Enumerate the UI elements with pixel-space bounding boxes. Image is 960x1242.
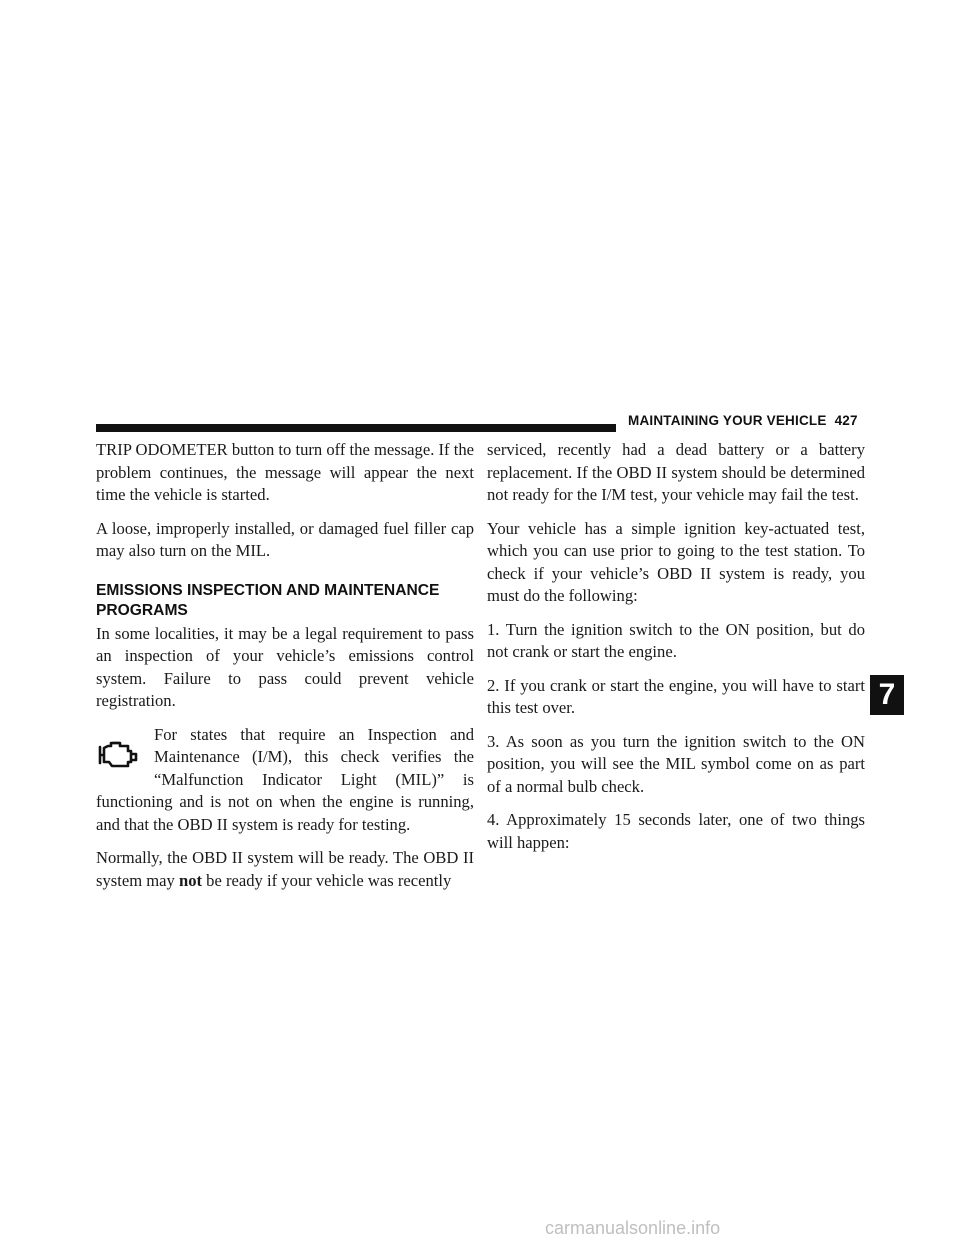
paragraph: A loose, improperly installed, or damaged fuel filler cap may also turn on the MIL. bbox=[96, 518, 474, 560]
paragraph: TRIP ODOMETER button to turn off the message. If the problem continues, the message will appear the next time the vehicle is started. bbox=[96, 440, 474, 504]
list-item: 2. If you crank or start the engine, you will have to start this test over. bbox=[487, 675, 865, 717]
text-run: Normally, the OBD II system will be ready. The OBD II system may bbox=[96, 848, 474, 890]
list-item: 3. As soon as you turn the ignition switch to the ON position, you will see the MIL symbol come on as part of a normal bulb check. bbox=[487, 731, 865, 796]
section-heading: EMISSIONS INSPECTION AND MAINTENANCE PROGRAMS bbox=[96, 581, 440, 619]
page-number: 427 bbox=[834, 413, 858, 428]
icon-paragraph bbox=[96, 724, 474, 837]
paragraph: In some localities, it may be a legal requirement to pass an inspection of your vehicle’s emissions control system. Failure to pass could prevent vehicle registration. bbox=[96, 623, 474, 710]
emphasis-not: not bbox=[178, 870, 203, 890]
left-column bbox=[96, 439, 474, 903]
check-engine-icon bbox=[98, 738, 138, 768]
paragraph: serviced, recently had a dead battery or a battery replacement. If the OBD II system should be determined not ready for the I/M test, your vehicle may fail the test. bbox=[487, 440, 865, 504]
text-run: be ready if your vehicle was recently bbox=[202, 870, 452, 890]
right-column bbox=[487, 439, 865, 865]
paragraph bbox=[96, 847, 474, 892]
list-item: 1. Turn the ignition switch to the ON position, but do not crank or start the engine. bbox=[487, 619, 865, 661]
paragraph: For states that require an Inspection and Maintenance (I/M), this check verifies the “Malfunction Indicator Light (MIL)” is functioning and is not on when the engine is running, and that the OBD II system is ready for testing. bbox=[96, 724, 474, 834]
list-item: 4. Approximately 15 seconds later, one of two things will happen: bbox=[487, 810, 865, 852]
chapter-tab: 7 bbox=[870, 675, 904, 715]
running-header bbox=[628, 413, 858, 428]
watermark: carmanualsonline.info bbox=[545, 1218, 721, 1238]
paragraph: Your vehicle has a simple ignition key-actuated test, which you can use prior to going to the test station. To check if your vehicle’s OBD II system is ready, you must do the following: bbox=[487, 518, 865, 605]
header-title: MAINTAINING YOUR VEHICLE bbox=[628, 413, 827, 428]
header-rule bbox=[96, 424, 616, 432]
